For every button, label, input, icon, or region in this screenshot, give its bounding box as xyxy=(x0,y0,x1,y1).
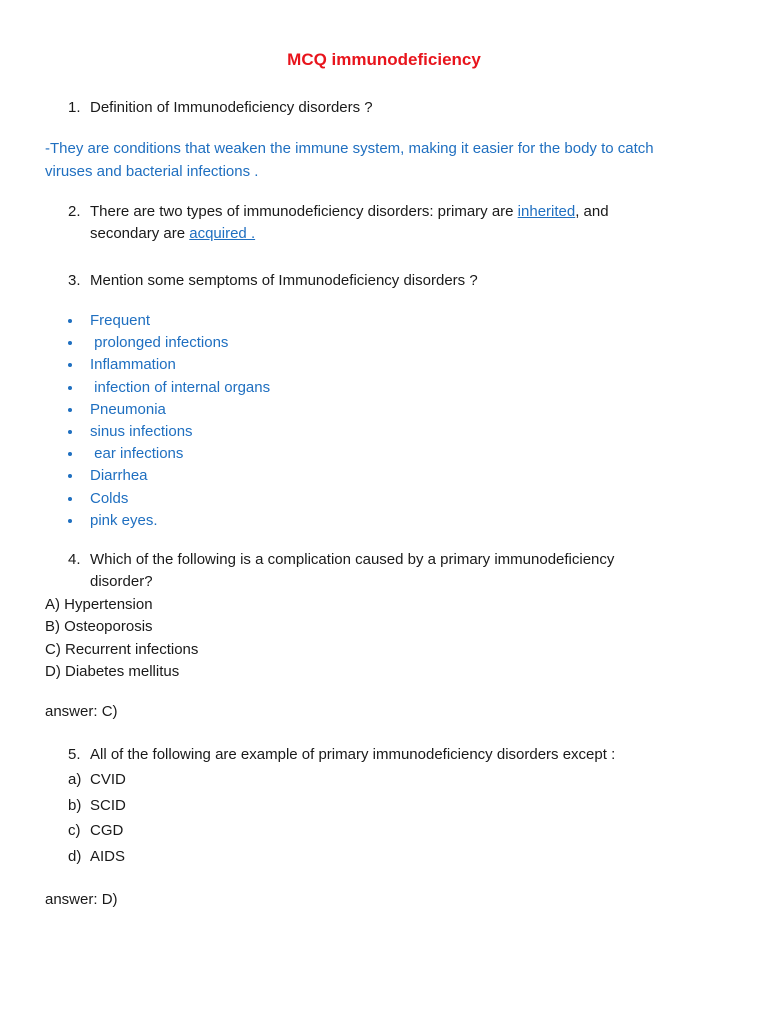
bullet-icon xyxy=(68,452,72,456)
option-b: B) Osteoporosis xyxy=(45,618,153,636)
question-5-options xyxy=(68,767,126,869)
bullet-icon xyxy=(68,386,72,390)
bullet-icon xyxy=(68,363,72,367)
question-number: 3. xyxy=(68,272,81,289)
question-4 xyxy=(68,549,708,593)
list-item xyxy=(66,354,270,376)
question-4-answer: answer: C) xyxy=(45,703,118,720)
question-text xyxy=(90,201,708,245)
list-item xyxy=(66,310,270,332)
option-c xyxy=(68,818,126,844)
symptom-text: ear infections xyxy=(90,445,184,463)
answer-line: -They are conditions that weaken the immune system, making it easier for the body to catch xyxy=(45,140,654,157)
question-5 xyxy=(68,744,708,766)
acquired-link[interactable]: acquired . xyxy=(189,225,256,242)
symptom-text: Inflammation xyxy=(90,356,176,374)
question-4-options xyxy=(45,594,198,683)
document-title: MCQ immunodeficiency xyxy=(287,50,481,69)
bullet-icon xyxy=(68,519,72,523)
option-text: CGD xyxy=(90,822,124,839)
question-number: 4. xyxy=(68,551,81,568)
question-5-answer: answer: D) xyxy=(45,891,118,908)
question-text: Definition of Immunodeficiency disorders ? xyxy=(90,99,373,116)
bullet-icon xyxy=(68,430,72,434)
list-item xyxy=(66,443,270,465)
option-label: a) xyxy=(68,771,82,788)
question-3 xyxy=(68,270,708,292)
symptom-text: Pneumonia xyxy=(90,400,166,418)
symptom-text: pink eyes. xyxy=(90,511,158,529)
symptom-text: Frequent xyxy=(90,312,151,329)
option-a: A) Hypertension xyxy=(45,596,153,613)
option-a xyxy=(68,767,126,793)
option-label: b) xyxy=(68,796,82,814)
option-d xyxy=(68,844,126,870)
question-2 xyxy=(68,201,708,245)
option-d: D) Diabetes mellitus xyxy=(45,662,180,680)
bullet-icon xyxy=(68,341,72,345)
question-text: Mention some semptoms of Immunodeficiency disorders ? xyxy=(90,272,478,289)
bullet-icon xyxy=(68,319,72,323)
question-text: All of the following are example of primary immunodeficiency disorders except : xyxy=(90,746,616,763)
answer-line: viruses and bacterial infections . xyxy=(45,162,259,180)
bullet-icon xyxy=(68,474,72,478)
text-segment: secondary are xyxy=(90,225,190,242)
option-label: d) xyxy=(68,847,82,865)
text-segment: Which of the following is a complication caused by a primary immunodeficiency xyxy=(90,551,615,568)
list-item xyxy=(66,510,270,532)
option-b xyxy=(68,793,126,819)
question-1-answer xyxy=(45,138,725,183)
symptom-text: Diarrhea xyxy=(90,467,148,485)
bullet-icon xyxy=(68,408,72,412)
option-label: c) xyxy=(68,822,81,839)
question-1 xyxy=(68,97,708,119)
symptom-text: sinus infections xyxy=(90,423,193,441)
symptom-text: prolonged infections xyxy=(90,334,229,352)
question-number: 2. xyxy=(68,203,81,220)
question-number: 1. xyxy=(68,99,81,116)
text-segment: , and xyxy=(575,203,609,220)
list-item xyxy=(66,332,270,354)
option-c: C) Recurrent infections xyxy=(45,640,199,658)
list-item xyxy=(66,399,270,421)
option-text: AIDS xyxy=(90,847,126,865)
bullet-icon xyxy=(68,497,72,501)
text-segment: disorder? xyxy=(90,573,153,590)
symptom-text: infection of internal organs xyxy=(90,378,271,396)
option-text: SCID xyxy=(90,796,126,814)
list-item xyxy=(66,465,270,487)
text-segment: There are two types of immunodeficiency disorders: primary are xyxy=(90,203,518,220)
option-text: CVID xyxy=(90,771,126,788)
symptoms-list xyxy=(66,310,270,532)
symptom-text: Colds xyxy=(90,489,129,507)
list-item xyxy=(66,377,270,399)
inherited-link[interactable]: inherited xyxy=(517,203,576,220)
list-item xyxy=(66,488,270,510)
question-text xyxy=(90,549,708,593)
question-number: 5. xyxy=(68,746,81,763)
list-item xyxy=(66,421,270,443)
